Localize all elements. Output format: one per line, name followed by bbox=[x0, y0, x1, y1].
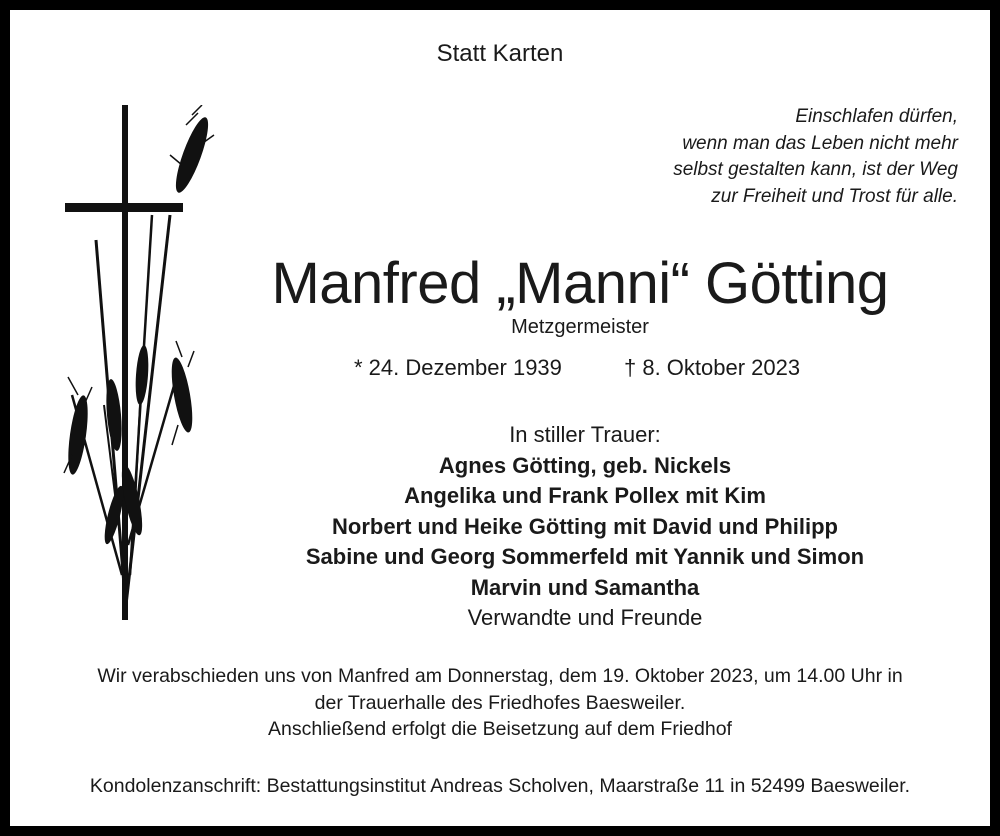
mourner-name: Angelika und Frank Pollex mit Kim bbox=[404, 483, 766, 508]
mourner-name: Agnes Götting, geb. Nickels bbox=[438, 452, 732, 478]
mourner-name: Sabine und Georg Sommerfeld mit Yannik und Simon bbox=[305, 544, 865, 569]
quote bbox=[673, 104, 958, 210]
service-line: Wir verabschieden uns von Manfred am Donnerstag, dem 19. Oktober 2023, um 14.00 Uhr in bbox=[97, 665, 903, 687]
quote-line: selbst gestalten kann, ist der Weg bbox=[673, 159, 958, 180]
mourners-intro: In stiller Trauer: bbox=[509, 422, 661, 447]
mourners-closing: Verwandte und Freunde bbox=[467, 605, 703, 630]
mourner-name: Marvin und Samantha bbox=[470, 574, 700, 600]
mourners-block bbox=[200, 420, 970, 634]
service-info bbox=[10, 663, 990, 743]
birth-date: * 24. Dezember 1939 bbox=[354, 355, 562, 380]
mourner-name: Norbert und Heike Götting mit David und Philipp bbox=[332, 513, 838, 539]
obituary-card bbox=[10, 10, 990, 826]
service-line: Anschließend erfolgt die Beisetzung auf dem Friedhof bbox=[268, 718, 732, 740]
quote-line: wenn man das Leben nicht mehr bbox=[682, 132, 958, 154]
quote-line: Einschlafen dürfen, bbox=[795, 106, 958, 127]
death-date: † 8. Oktober 2023 bbox=[624, 355, 801, 380]
service-line: der Trauerhalle des Friedhofes Baesweiler. bbox=[314, 691, 686, 714]
quote-line: zur Freiheit und Trost für alle. bbox=[711, 185, 958, 207]
deceased-name: Manfred „Manni“ Götting bbox=[271, 251, 889, 316]
cross-with-wheat-icon bbox=[52, 105, 222, 625]
condolence-address: Kondolenzanschrift: Bestattungsinstitut Andreas Scholven, Maarstraße 11 in 52499 Baesweiler. bbox=[89, 775, 911, 797]
deceased-profession: Metzgermeister bbox=[511, 316, 649, 338]
header-text: Statt Karten bbox=[436, 40, 564, 67]
